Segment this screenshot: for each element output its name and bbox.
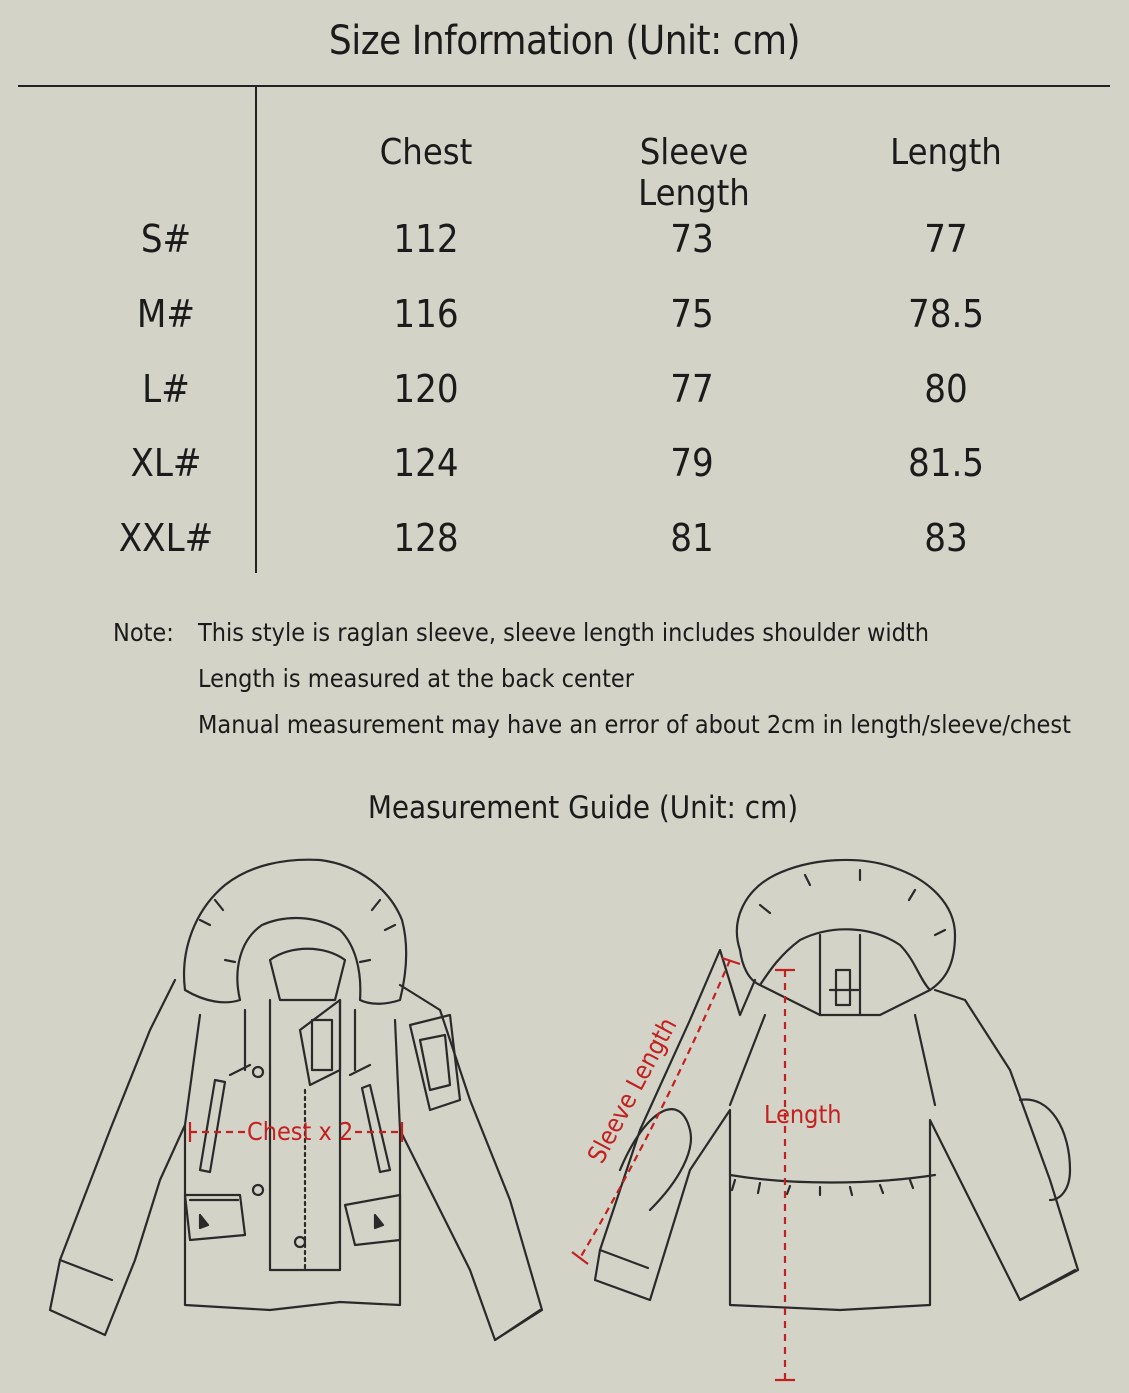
header-sleeve-length: Sleeve Length [638, 132, 750, 214]
length-cell: 83 [924, 516, 968, 560]
size-cell: XXL# [118, 516, 214, 560]
chest-cell: 128 [393, 516, 459, 560]
page-title: Size Information (Unit: cm) [328, 18, 801, 64]
sleeve-cell: 79 [670, 441, 714, 485]
size-cell: L# [142, 367, 190, 411]
length-cell: 80 [924, 367, 968, 411]
sleeve-measure-line [572, 958, 740, 1264]
sleeve-cell: 75 [670, 292, 714, 336]
jacket-illustrations [0, 840, 1129, 1393]
sleeve-cell: 81 [670, 516, 714, 560]
length-cell: 77 [924, 217, 968, 261]
front-jacket-drawing [50, 860, 542, 1340]
header-chest: Chest [379, 132, 473, 173]
header-divider [18, 85, 1110, 87]
chest-label: Chest x 2 [247, 1117, 354, 1146]
length-measure-line [775, 970, 795, 1380]
size-cell: M# [136, 292, 196, 336]
sleeve-cell: 77 [670, 367, 714, 411]
chest-cell: 112 [393, 217, 459, 261]
note-line: This style is raglan sleeve, sleeve length includes shoulder width [198, 618, 930, 647]
length-cell: 81.5 [907, 441, 985, 485]
note-line: Manual measurement may have an error of about 2cm in length/sleeve/chest [198, 710, 1071, 739]
chest-cell: 124 [393, 441, 459, 485]
length-label: Length [764, 1100, 842, 1129]
chest-cell: 116 [393, 292, 459, 336]
sleeve-length-label: Sleeve Length [581, 1012, 683, 1168]
note-label: Note: [113, 618, 174, 647]
size-cell: XL# [130, 441, 202, 485]
sleeve-cell: 73 [670, 217, 714, 261]
size-cell: S# [140, 217, 192, 261]
header-length: Length [890, 132, 1002, 173]
length-cell: 78.5 [907, 292, 985, 336]
note-line: Length is measured at the back center [198, 664, 635, 693]
guide-title: Measurement Guide (Unit: cm) [367, 790, 799, 826]
chest-cell: 120 [393, 367, 459, 411]
back-jacket-drawing [595, 860, 1078, 1310]
